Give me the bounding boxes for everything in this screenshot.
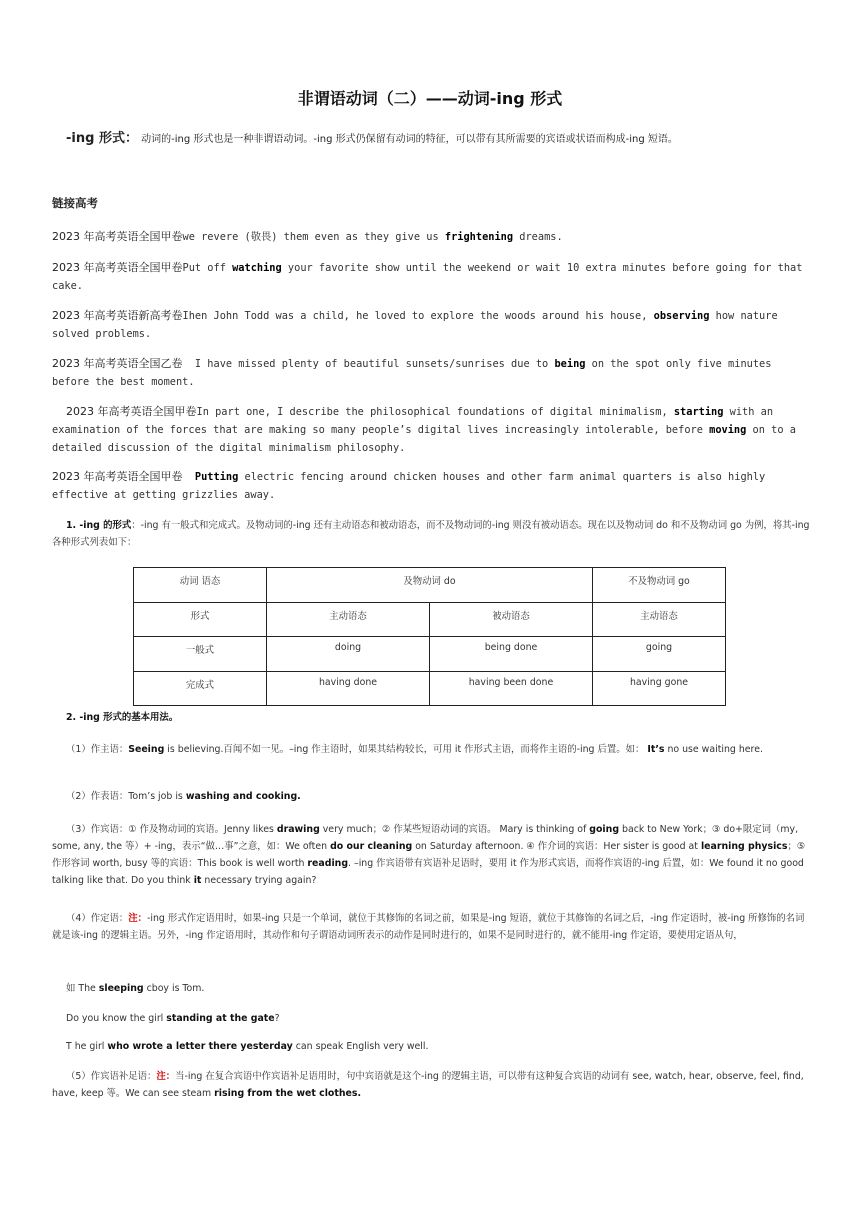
example-text: In part one, I describe the philosophical foundations of digital minimalism, starting with an examination of the forces that are making so many people’s digital lives increasingly intolerable, before moving on to a detailed discussion of the digital minimalism philosophy. [52,406,796,454]
table-row [134,637,726,672]
example-sentence: T he girl who wrote a letter there yesterday can speak English very well. [66,1041,429,1052]
table-cell: going [593,637,726,672]
example-source: 2023 年高考英语全国甲卷 [66,405,197,418]
example-sentence: Do you know the girl standing at the gate? [66,1013,280,1024]
point-1-text: ：-ing 有一般式和完成式。及物动词的-ing 还有主动语态和被动语态，而不及物动词的-ing 则没有被动语态。现在以及物动词 do 和不及物动词 go 为例，将其-ing 各种形式列表如下： [52,520,810,548]
point-1 [52,517,812,551]
usage-object-complement: （5）作宾语补足语：注：当-ing 在复合宾语中作宾语补足语用时，句中宾语就是这个-ing 的逻辑主语，可以带有这种复合宾语的动词有 see, watch, hear, observe, feel, find, have, keep 等。We can see steam rising from the wet clothes. [52,1071,804,1099]
table-cell: 完成式 [134,671,267,706]
usage-object: （3）作宾语：① 作及物动词的宾语。Jenny likes drawing very much；② 作某些短语动词的宾语。 Mary is thinking of going back to New York；③ do+限定词（my, some, any, the 等）+ -ing，表示“做…事”之意，如：We often do our cleaning on Saturday afternoon. ④ 作介词的宾语：Her sister is good at learning physics；⑤ 作形容词 worth, busy 等的宾语：This book is well worth reading. –ing 作宾语带有宾语补足语时，要用 it 作为形式宾语，而将作宾语的-ing 后置，如：We found it no good talking like that. Do you think it necessary trying again? [52,824,806,886]
definition-text: 动词的-ing 形式也是一种非谓语动词。-ing 形式仍保留有动词的特征，可以带有其所需要的宾语或状语而构成-ing 短语。 [141,134,678,145]
table-header-intransitive: 不及物动词 go [593,568,726,603]
point-1-heading: 1. -ing 的形式 [66,520,132,531]
table-corner-bottom: 形式 [134,602,267,637]
definition-term: -ing 形式： [66,131,138,146]
ing-forms-table [133,567,726,706]
usage-predicative: （2）作表语：Tom’s job is washing and cooking. [66,791,301,802]
point-2-heading: 2. -ing 形式的基本用法。 [66,712,179,723]
table-corner-top: 动词 语态 [134,568,267,603]
usage-subject: （1）作主语：Seeing is believing.百闻不如一见。–ing 作主语时，如果其结构较长，可用 it 作形式主语，而将作主语的-ing 后置。如： It’s no use waiting here. [66,744,763,755]
exam-example [52,355,812,391]
definition [66,127,678,146]
exam-example [52,403,812,457]
table-cell: 一般式 [134,637,267,672]
table-header-transitive: 及物动词 do [267,568,593,603]
table-header-active-intransitive: 主动语态 [593,602,726,637]
table-row [134,671,726,706]
note-label: 注： [156,1071,176,1082]
example-sentence: 如 The sleeping cboy is Tom. [66,983,205,994]
example-source: 2023 年高考英语全国甲卷 [52,470,183,483]
example-source: 2023 年高考英语新高考卷 [52,309,183,322]
table-cell: having been done [430,671,593,706]
section-heading: 链接高考 [52,196,98,210]
example-source: 2023 年高考英语全国甲卷 [52,261,183,274]
example-text: we revere (敬畏) them even as they give us frightening dreams. [182,231,563,243]
page-title: 非谓语动词（二）——动词-ing 形式 [297,89,563,108]
table-cell: having done [267,671,430,706]
usage-attributive: （4）作定语：注：-ing 形式作定语用时，如果-ing 只是一个单词，就位于其修饰的名词之前，如果是-ing 短语，就位于其修饰的名词之后，-ing 作定语时，被-ing 所修饰的名词就是该-ing 的逻辑主语。另外，-ing 作定语用时，其动作和句子谓语动词所表示的动作是同时进行的，如果不是同时进行的，就不能用-ing 作定语，要使用定语从句， [52,913,805,941]
example-text: Putting electric fencing around chicken houses and other farm animal quarters is also highly effective at getting grizzlies away. [52,471,772,501]
example-source: 2023 年高考英语全国乙卷 [52,357,183,370]
note-label: 注： [128,913,147,924]
exam-example [52,307,812,343]
example-text: Put off watching your favorite show until the weekend or wait 10 extra minutes before going for that cake. [52,262,803,292]
example-text: Ihen John Todd was a child, he loved to explore the woods around his house, observing how nature solved problems. [52,310,778,340]
exam-example [52,468,812,504]
table-cell: doing [267,637,430,672]
table-cell: being done [430,637,593,672]
example-text: I have missed plenty of beautiful sunsets/sunrises due to being on the spot only five minutes before the best moment. [52,358,778,388]
table-cell: having gone [593,671,726,706]
example-source: 2023 年高考英语全国甲卷 [52,230,183,243]
exam-example [52,259,812,295]
table-header-active: 主动语态 [267,602,430,637]
exam-example [52,228,812,246]
table-header-passive: 被动语态 [430,602,593,637]
